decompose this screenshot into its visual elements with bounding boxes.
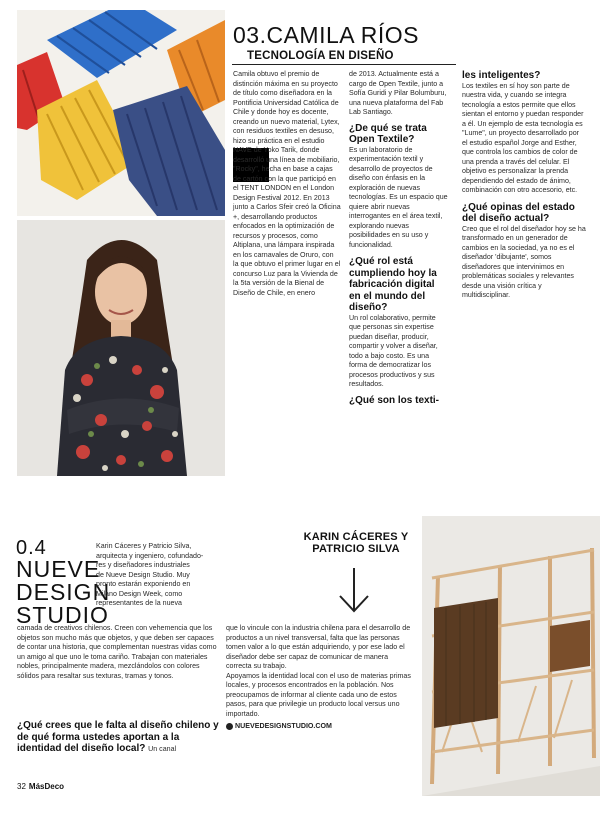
nueve-title-line-3: STUDIO [16,602,109,628]
camila-intro-continued: de 2013. Actualmente está a cargo de Open Textile, junto a Sofía Guridi y Pilar Bolumburu, una nueva plataforma del Fab Lab Santiago. [349,70,447,116]
camila-bio-text: Camila obtuvo el premio de distinción máxima en su proyecto de título como diseñadora en la Pontificia Universidad Católica de Chile y donde hoy es docente, creando un nuevo material, Lytex, con residuos textiles en desuso, hizo su práctica en el estudio NAVE de Yoko Tarik, donde desarrolló una línea de mobiliario, "Rocky", hecha en base a cajas de cartón con la que participó en el TENT LONDON en el London Design Festival 2012. En 2013 junto a Carlos Sfeir creó la Oficina +, desarrollando productos enfocados en la optimización de recursos y procesos, como Altiplana, una lámpara inspirada en los carnavales de Oruro, con la que obtuvo el primer lugar en el concurso Luz para la Vivienda de la 5ta versión de la Bienal de Diseño de Chile, en enero [233,70,341,297]
portrait-photo [17,220,225,476]
answer-estado-diseno: Creo que el rol del diseñador hoy se ha transformado en un generador de cambios en la sociedad, ya no es el diseñador 'dibujante', somos diseñadores que intervinimos en problemáticas sociales y relevantes desde una visión crítica y multidisciplinar. [462,224,586,299]
heading-line-1: KARIN CÁCERES Y [303,531,409,543]
intro-line-5: pronto estarán exponiendo en [96,580,191,588]
down-arrow-icon [336,566,372,614]
blue-felt-piece [47,10,177,78]
intro-line-2: arquitecta y ingeniero, cofundado- [96,551,204,560]
header-rule [232,64,456,65]
website-text: NUEVEDESIGNSTUDIO.COM [235,722,332,730]
intro-line-6: Milano Design Week, como [96,589,183,598]
question-textiles-start: ¿Qué son los texti- [349,394,440,406]
felt-samples-illustration [17,10,225,216]
question-fabricacion-digital: ¿Qué rol está cumpliendo hoy la fabricación digital en el mundo del diseño? [349,256,437,313]
col2-text-1: que lo vincule con la industria chilena para el desarrollo de productos a un nivel transversal, falta que las personas tomen valor a lo que están adquiriendo, y por ese lado el diseñador debe ser capaz de comunicar de manera correcta su trabajo. [226,624,411,670]
nueve-question-block [17,720,219,755]
col2-text-2: Apoyamos la identidad local con el uso de materias primas locales, y procesos encontrados en la población. Nos preocupamos de informar al cliente cada uno de estos pasos, para que privilegie un producto local versus uno importado. [226,671,411,718]
heading-line-2: PATRICIO SILVA [312,543,400,555]
section-title-camila: 03.CAMILA RÍOS [233,22,419,48]
page-footer [17,782,64,791]
intro-line-4: de Nueve Design Studio. Muy [96,570,190,579]
question-estado-diseno: ¿Qué opinas del estado del diseño actual? [462,201,575,224]
nueve-title-line-2: DESIGN [16,579,111,605]
section-number: 0.4 [16,537,47,559]
nueve-col2 [226,624,414,732]
question-diseno-chileno [17,720,219,755]
shelf-photo [422,516,600,796]
question-textiles-end: les inteligentes? [462,70,541,81]
intro-line-1: Karin Cáceres y Patricio Silva, [96,542,192,550]
nueve-intro-lines [96,542,226,609]
col2-camila [349,70,449,406]
answer-textiles: Los textiles en sí hoy son parte de nuestra vida, y cuando se integra tecnología a estos permite que ellos sientan el entorno y puedan responder a él. Un ejemplo de esta tecnología es "Lume", un proyecto desarrollado por el estudio español Jorge and Esther, que controla los cambios de color de una prenda a través del celular. El objetivo es personalizar la prenda dependiendo del estado de ánimo, combinación con otro accesorio, etc. [462,81,584,194]
felt-samples-photo [17,10,225,216]
intro-line-3: res y diseñadores industriales [96,561,190,569]
answer-start: Un canal [148,745,177,753]
question-open-textile: ¿De qué se trata Open Textile? [349,122,427,145]
magazine-name: MásDeco [28,782,65,791]
shelf-illustration [422,516,600,796]
answer-fabricacion-digital: Un rol colaborativo, permite que personas sin expertise puedan diseñar, producir, compartir y volver a diseñar, todo a bajo costo. Es una forma de democratizar los procesos productivos y sus resultados. [349,313,438,388]
portrait-illustration [17,220,225,476]
globe-icon [226,723,233,730]
karin-patricio-heading [300,531,412,555]
website-link[interactable] [226,722,414,732]
answer-open-textile: Es un laboratorio de experimentación textil y desarrollo de proyectos de diseño con énfasis en la exploración de nuevas tecnologías. Es un espacio que quiere abrir nuevas interrogantes en el área textil, explorando nuevas posibilidades en su uso y funcionalidad. [349,145,448,249]
section-subtitle-camila: TECNOLOGÍA EN DISEÑO [247,50,394,62]
nueve-intro-continued: camada de creativos chilenos. Creen con vehemencia que los objetos son mucho más que objetos, y que deben ser capaces de contar una historia, que complementan nuestras vidas como un amigo al que uno le toma cariño. Trabajan con materiales nobles, principalmente madera, mezclándolos con colores sólidos para resaltar sus texturas, tramas y tonos. [17,624,217,680]
dark-wood-panel [434,598,498,728]
nueve-title-line-1: NUEVE [16,556,101,582]
intro-line-7: representantes de la nueva [96,599,182,607]
question-diseno-chileno-text: ¿Qué crees que le falta al diseño chileno y de qué forma ustedes aportan a la identidad del diseño local? [17,720,219,754]
col3-camila [462,70,586,301]
page-number: 32 [17,782,26,791]
